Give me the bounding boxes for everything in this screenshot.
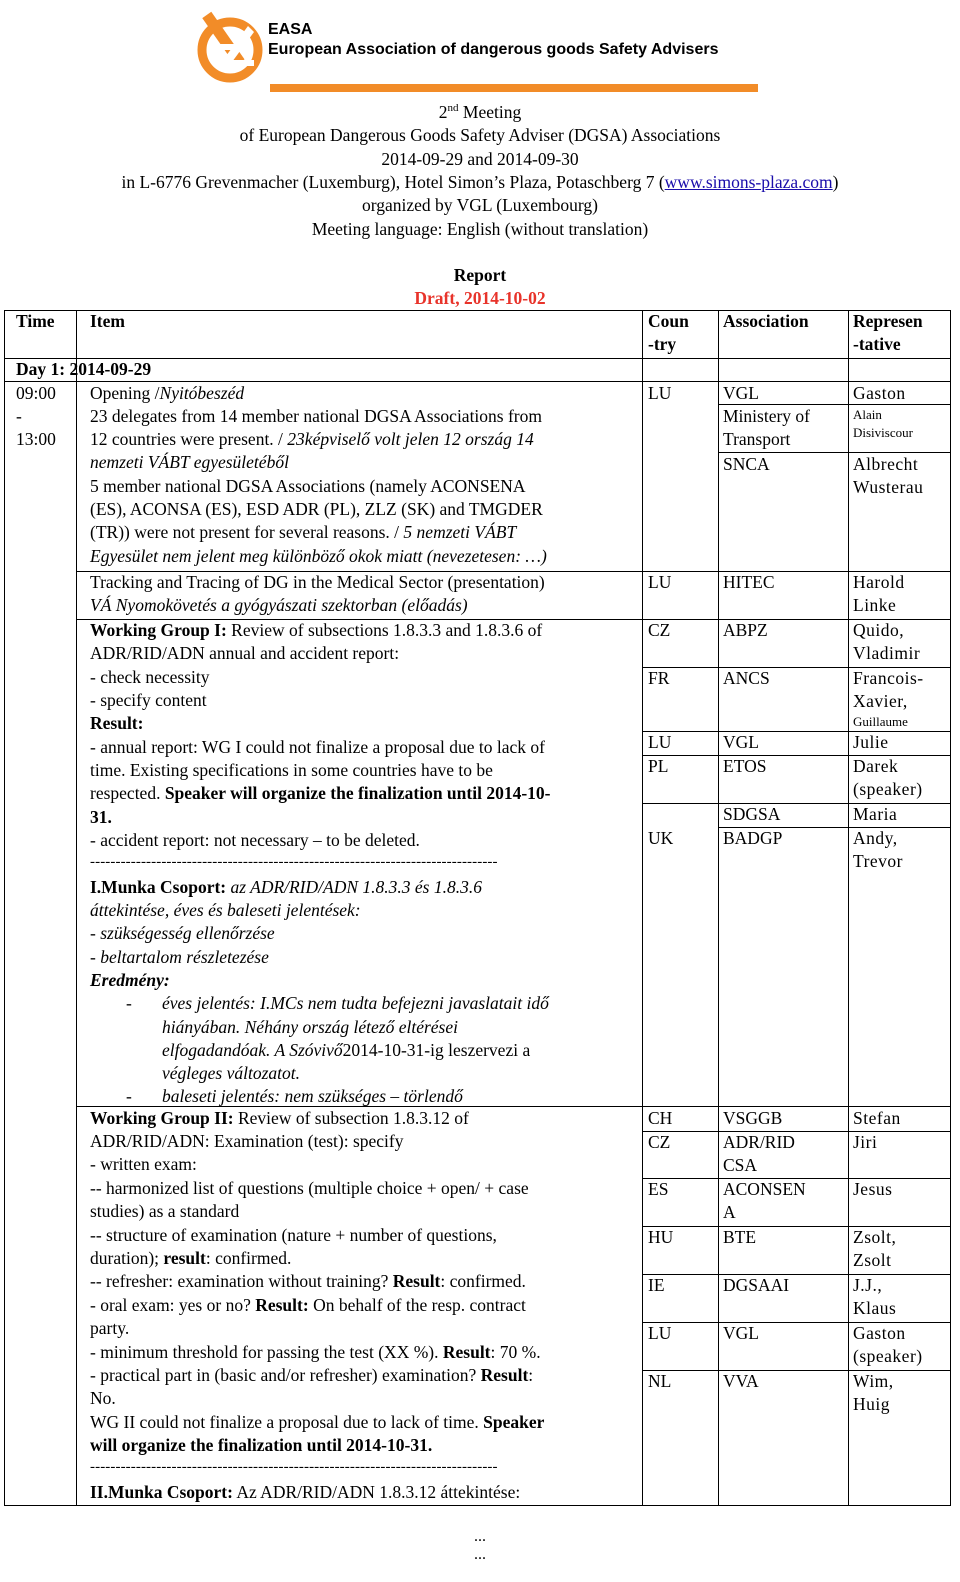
tracking-rep-2: Linke	[853, 595, 897, 615]
opening-assoc-1: VGL	[723, 383, 759, 403]
wg1-rep-4: Darek	[853, 756, 899, 776]
wg2-country-7: NL	[648, 1371, 672, 1391]
wg1-separator: --------------------------------------------------------------------------------	[90, 854, 498, 870]
wg1-assoc-5: SDGSA	[723, 804, 781, 824]
wg1-rep-4b: (speaker)	[853, 779, 923, 799]
wg2-assoc-3: ACONSEN	[723, 1179, 806, 1199]
continuation-ellipsis: ... ...	[474, 1528, 486, 1563]
wg2-line-15: will organize the finalization until 2014-10-31.	[90, 1435, 433, 1455]
wg2-rep-6: Gaston	[853, 1323, 906, 1343]
wg1-result-label: Result:	[90, 713, 144, 733]
opening-rep-2: Alain	[853, 407, 882, 422]
wg1-line-2: ADR/RID/ADN annual and accident report:	[90, 643, 400, 663]
meeting-info	[0, 97, 960, 241]
wg1-line-7: time. Existing specifications in some countries have to be	[90, 760, 493, 780]
header-item: Item	[90, 311, 125, 331]
tracking-country: LU	[648, 572, 672, 592]
opening-rep-3: Albrecht	[853, 454, 919, 474]
wg1-hu-line-3: - szükségesség ellenőrzése	[90, 923, 275, 943]
wg2-line-1: Working Group II: Review of subsection 1.8.3.12 of	[90, 1108, 469, 1128]
wg2-assoc-4: BTE	[723, 1227, 757, 1247]
wg1-hu-line-2: áttekintése, éves és baleseti jelentések:	[90, 900, 361, 920]
wg2-rep-7b: Huig	[853, 1394, 890, 1414]
wg2-assoc-1: VSGGB	[723, 1108, 783, 1128]
wg1-rep-1b: Vladimir	[853, 643, 921, 663]
wg2-rep-2: Jiri	[853, 1132, 878, 1152]
header-time: Time	[16, 311, 55, 331]
wg2-rep-7: Wim,	[853, 1371, 894, 1391]
opening-line-4: nemzeti VÁBT egyesületéből	[90, 452, 289, 472]
header-country: Coun	[648, 311, 689, 331]
time-dash: -	[16, 406, 22, 426]
wg2-line-11: - minimum threshold for passing the test (XX %). Result: 70 %.	[90, 1342, 541, 1362]
wg1-hu-bullet-1: -	[126, 993, 132, 1013]
wg1-hu-line-4: - beltartalom részletezése	[90, 947, 269, 967]
day-label: Day 1: 2014-09-29	[16, 359, 152, 379]
opening-assoc-2b: Transport	[723, 429, 791, 449]
wg2-line-5: studies) as a standard	[90, 1201, 240, 1221]
opening-rep-3b: Wusterau	[853, 477, 924, 497]
wg1-hu-line-9: végleges változatot.	[162, 1063, 301, 1083]
wg1-line-8: respected. Speaker will organize the finalization until 2014-10-	[90, 783, 551, 803]
wg2-line-14: WG II could not finalize a proposal due to lack of time. Speaker	[90, 1412, 545, 1432]
opening-line-6: (ES), ACONSA (ES), ESD ADR (PL), ZLZ (SK) and TMGDER	[90, 499, 543, 519]
wg1-country-4: PL	[648, 756, 669, 776]
wg2-assoc-7: VVA	[723, 1371, 759, 1391]
wg1-assoc-2: ANCS	[723, 668, 770, 688]
opening-assoc-2: Ministery of	[723, 406, 811, 426]
opening-line-3: 12 countries were present. / 23képviselő volt jelen 12 ország 14	[90, 429, 534, 449]
wg1-rep-1: Quido,	[853, 620, 905, 640]
wg1-hu-line-10: baleseti jelentés: nem szükséges – törlendő	[162, 1086, 463, 1106]
wg1-assoc-1: ABPZ	[723, 620, 768, 640]
time-end: 13:00	[16, 429, 56, 449]
wg1-rep-6b: Trevor	[853, 851, 903, 871]
wg2-country-3: ES	[648, 1179, 669, 1199]
org-name: European Association of dangerous goods Safety Advisers	[268, 41, 719, 58]
header-country-2: -try	[648, 334, 677, 354]
wg2-assoc-2: ADR/RID	[723, 1132, 795, 1152]
wg2-line-6: -- structure of examination (nature + number of questions,	[90, 1225, 497, 1245]
wg1-rep-2b: Xavier,	[853, 691, 908, 711]
wg2-country-4: HU	[648, 1227, 674, 1247]
wg1-line-6: - annual report: WG I could not finalize a proposal due to lack of	[90, 737, 546, 757]
wg1-country-2: FR	[648, 668, 670, 688]
opening-rep-2b: Disiviscour	[853, 425, 913, 440]
wg1-rep-2: Francois-	[853, 668, 924, 688]
header-accent-bar	[270, 84, 758, 92]
wg1-assoc-3: VGL	[723, 732, 759, 752]
opening-line-1: Opening /Nyitóbeszéd	[90, 383, 245, 403]
wg1-line-10: - accident report: not necessary – to be deleted.	[90, 830, 420, 850]
wg1-line-4: - specify content	[90, 690, 207, 710]
wg1-country-1: CZ	[648, 620, 671, 640]
easa-logo-icon	[196, 4, 268, 88]
opening-assoc-3: SNCA	[723, 454, 770, 474]
wg2-country-2: CZ	[648, 1132, 671, 1152]
org-abbreviation: EASA	[268, 21, 313, 38]
header-association: Association	[723, 311, 809, 331]
wg1-rep-2c: Guillaume	[853, 714, 908, 729]
wg2-assoc-2b: CSA	[723, 1155, 758, 1175]
wg2-country-6: LU	[648, 1323, 672, 1343]
wg2-line-2: ADR/RID/ADN: Examination (test): specify	[90, 1131, 404, 1151]
wg2-line-8: -- refresher: examination without training? Result: confirmed.	[90, 1271, 526, 1291]
header-representative-2: -tative	[853, 334, 901, 354]
wg1-hu-result-label: Eredmény:	[90, 970, 170, 990]
wg1-country-6: UK	[648, 828, 674, 848]
meeting-organizer: organized by VGL (Luxembourg)	[361, 195, 599, 216]
wg1-hu-line-8: elfogadandóak. A Szóvivő2014-10-31-ig leszervezi a	[162, 1040, 531, 1060]
wg2-rep-4: Zsolt,	[853, 1227, 897, 1247]
wg2-rep-3: Jesus	[853, 1179, 893, 1199]
wg1-rep-3: Julie	[853, 732, 889, 752]
meeting-title: 2nd Meeting	[438, 101, 522, 122]
wg1-line-3: - check necessity	[90, 667, 210, 687]
header-representative: Represen	[853, 311, 923, 331]
tracking-assoc: HITEC	[723, 572, 775, 592]
opening-line-2: 23 delegates from 14 member national DGSA Associations from	[90, 406, 543, 426]
opening-line-5: 5 member national DGSA Associations (namely ACONSENA	[90, 476, 526, 496]
wg2-line-13: No.	[90, 1388, 116, 1408]
report-draft-label: Draft, 2014-10-02	[414, 288, 546, 308]
tracking-rep: Harold	[853, 572, 905, 592]
wg2-line-3: - written exam:	[90, 1154, 197, 1174]
wg2-line-4: -- harmonized list of questions (multiple choice + open/ + case	[90, 1178, 529, 1198]
wg1-rep-6: Andy,	[853, 828, 898, 848]
wg2-line-12: - practical part in (basic and/or refresher) examination? Result:	[90, 1365, 534, 1385]
wg2-rep-6b: (speaker)	[853, 1346, 923, 1366]
wg2-line-9: - oral exam: yes or no? Result: On behalf of the resp. contract	[90, 1295, 526, 1315]
wg1-rep-5: Maria	[853, 804, 898, 824]
wg2-assoc-5: DGSAAI	[723, 1275, 790, 1295]
agenda-table	[4, 310, 955, 1519]
hotel-website-link[interactable]: www.simons-plaza.com	[664, 172, 833, 193]
wg1-line-9: 31.	[90, 807, 112, 827]
wg2-line-10: party.	[90, 1318, 130, 1338]
opening-country-1: LU	[648, 383, 672, 403]
tracking-line-1: Tracking and Tracing of DG in the Medical Sector (presentation)	[90, 572, 545, 592]
wg2-separator: --------------------------------------------------------------------------------	[90, 1459, 498, 1475]
wg1-assoc-6: BADGP	[723, 828, 783, 848]
wg1-hu-bullet-2: -	[126, 1086, 132, 1106]
wg2-assoc-3b: A	[723, 1202, 736, 1222]
opening-rep-1: Gaston	[853, 383, 906, 403]
wg2-rep-5: J.J.,	[853, 1275, 883, 1295]
opening-line-7: (TR)) were not present for several reasons. / 5 nemzeti VÁBT	[90, 522, 517, 542]
meeting-location: in L-6776 Grevenmacher (Luxemburg), Hotel Simon’s Plaza, Potaschberg 7 (www.simons-plaza.com)	[121, 172, 839, 193]
meeting-subject: of European Dangerous Goods Safety Adviser (DGSA) Associations	[239, 125, 721, 146]
meeting-dates: 2014-09-29 and 2014-09-30	[381, 148, 579, 169]
wg1-assoc-4: ETOS	[723, 756, 767, 776]
wg1-country-3: LU	[648, 732, 672, 752]
wg2-rep-5b: Klaus	[853, 1298, 897, 1318]
time-start: 09:00	[16, 383, 56, 403]
wg2-assoc-6: VGL	[723, 1323, 759, 1343]
wg2-country-1: CH	[648, 1108, 673, 1128]
wg1-line-1: Working Group I: Review of subsections 1.8.3.3 and 1.8.3.6 of	[90, 620, 543, 640]
opening-line-8: Egyesület nem jelent meg különböző okok miatt (nevezetesen: …)	[90, 546, 547, 566]
meeting-language: Meeting language: English (without translation)	[311, 218, 649, 239]
wg2-rep-4b: Zsolt	[853, 1250, 892, 1270]
wg2-rep-1: Stefan	[853, 1108, 901, 1128]
wg2-line-7: duration); result: confirmed.	[90, 1248, 292, 1268]
wg2-hu-line-1: II.Munka Csoport: Az ADR/RID/ADN 1.8.3.12 áttekintése:	[90, 1482, 521, 1502]
wg1-hu-line-1: I.Munka Csoport: az ADR/RID/ADN 1.8.3.3 és 1.8.3.6	[90, 877, 482, 897]
report-title: Report	[453, 265, 507, 285]
wg1-hu-line-6: éves jelentés: I.MCs nem tudta befejezni javaslatait idő	[162, 993, 549, 1013]
wg2-country-5: IE	[648, 1275, 665, 1295]
wg1-hu-line-7: hiányában. Néhány ország létező eltérései	[162, 1017, 458, 1037]
tracking-line-2: VÁ Nyomokövetés a gyógyászati szektorban (előadás)	[90, 595, 468, 615]
